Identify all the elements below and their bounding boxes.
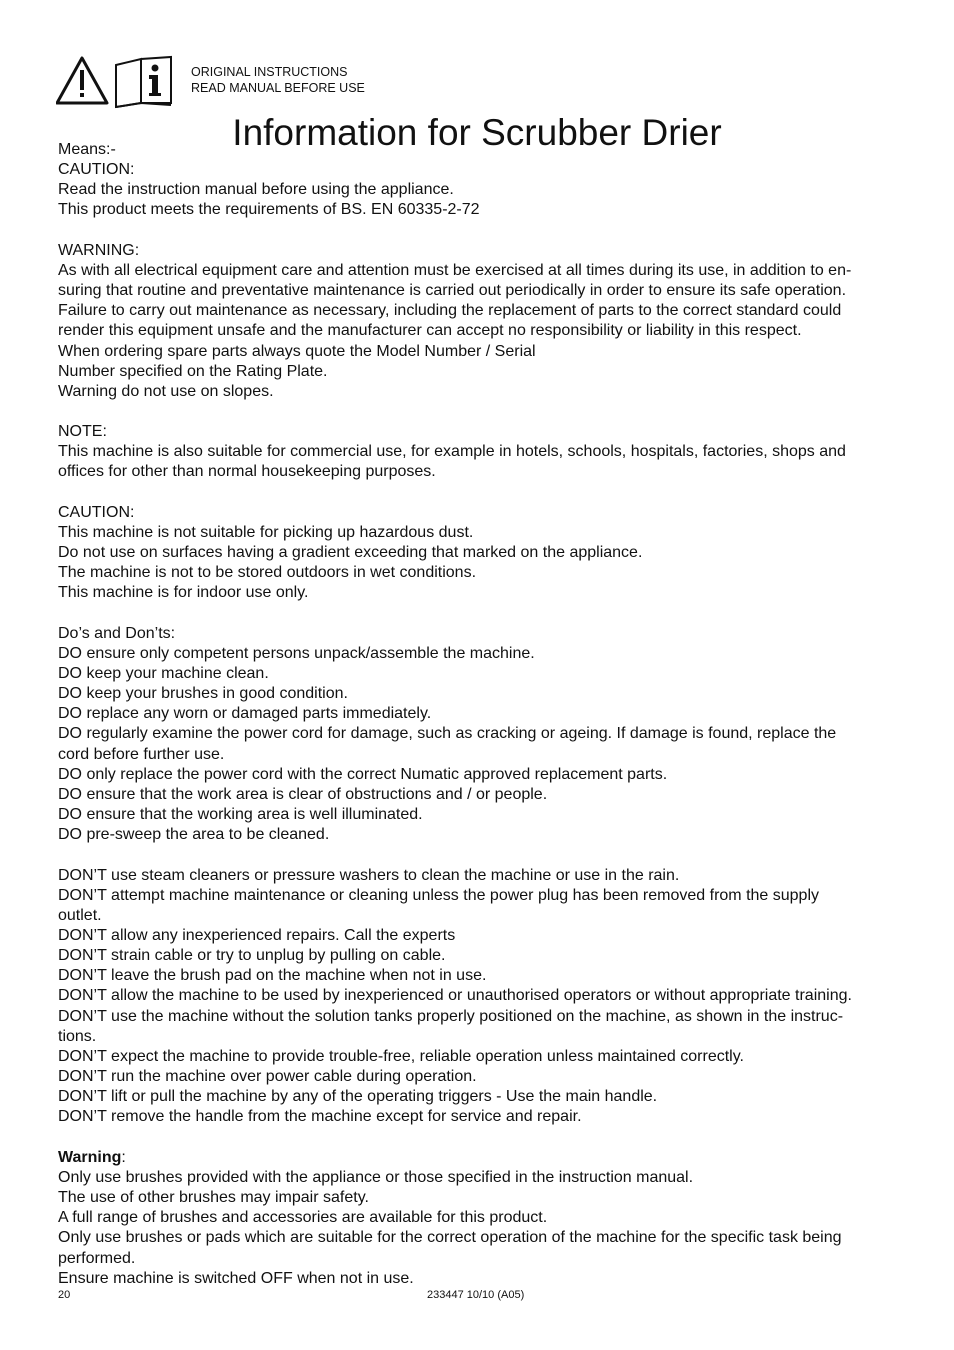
note-line: offices for other than normal housekeeping purposes.: [58, 463, 436, 481]
dos-donts-heading: Do’s and Don’ts:: [58, 624, 176, 642]
original-instructions-notice: [191, 64, 365, 96]
caution-line: This product meets the requirements of BS. EN 60335-2-72: [58, 201, 480, 219]
dont-item: DON’T use the machine without the solution tanks properly positioned on the machine, as shown in the instruc-: [58, 1007, 844, 1025]
do-item: DO keep your machine clean.: [58, 665, 269, 682]
note-heading: NOTE:: [58, 423, 107, 441]
do-item: cord before further use.: [58, 745, 225, 763]
do-item: DO regularly examine the power cord for damage, such as cracking or ageing. If damage is found, replace the: [58, 725, 837, 743]
caution-line: This machine is not suitable for picking up hazardous dust.: [58, 523, 474, 541]
dont-item: outlet.: [58, 906, 102, 924]
caution-line: The machine is not to be stored outdoors in wet conditions.: [58, 564, 477, 582]
warning-and-manual-icons: [56, 55, 174, 109]
caution-line: Do not use on surfaces having a gradient exceeding that marked on the appliance.: [58, 544, 643, 562]
dont-item: tions.: [58, 1027, 97, 1045]
warning-heading: [58, 1148, 898, 1168]
dont-item: DON’T strain cable or try to unplug by pulling on cable.: [58, 947, 446, 965]
warning-line: The use of other brushes may impair safety.: [58, 1189, 369, 1207]
means-label: Means:-: [58, 141, 116, 158]
warning-line: suring that routine and preventative maintenance is carried out periodically in order to ensure its safe operation.: [58, 282, 847, 300]
dont-item: DON’T allow any inexperienced repairs. Call the experts: [58, 927, 456, 945]
warning-line: Warning do not use on slopes.: [58, 382, 274, 400]
document-reference: 233447 10/10 (A05): [427, 1289, 525, 1301]
dont-item: DON’T run the machine over power cable during operation.: [58, 1068, 477, 1086]
warning-line: As with all electrical equipment care and attention must be exercised at all times during its use, in addition to en-: [58, 261, 852, 279]
do-item: DO ensure only competent persons unpack/assemble the machine.: [58, 644, 535, 662]
dont-item: DON’T attempt machine maintenance or cleaning unless the power plug has been removed from the supply: [58, 886, 820, 904]
note-line: This machine is also suitable for commercial use, for example in hotels, schools, hospitals, factories, shops and: [58, 443, 846, 461]
warning-line: Only use brushes provided with the appliance or those specified in the instruction manual.: [58, 1168, 694, 1186]
page-number: 20: [58, 1289, 71, 1301]
read-manual-icon: [116, 57, 171, 107]
do-item: DO keep your brushes in good condition.: [58, 685, 348, 703]
dont-item: DON’T remove the handle from the machine except for service and repair.: [58, 1108, 582, 1126]
dont-item: DON’T use steam cleaners or pressure washers to clean the machine or use in the rain.: [58, 866, 680, 884]
dont-item: DON’T expect the machine to provide trouble-free, reliable operation unless maintained correctly.: [58, 1047, 744, 1065]
caution-line: Read the instruction manual before using the appliance.: [58, 181, 454, 199]
caution-heading: CAUTION:: [58, 503, 135, 521]
dont-item: DON’T lift or pull the machine by any of the operating triggers - Use the main handle.: [58, 1088, 658, 1106]
warning-colon: :: [121, 1148, 126, 1166]
page-title: Information for Scrubber Drier: [232, 112, 722, 153]
warning-bold-label: Warning: [58, 1148, 122, 1166]
warning-line: performed.: [58, 1249, 136, 1267]
do-item: DO replace any worn or damaged parts immediately.: [58, 705, 432, 723]
do-item: DO ensure that the working area is well illuminated.: [58, 806, 423, 824]
notice-line-2: READ MANUAL BEFORE USE: [191, 81, 365, 95]
caution-heading: CAUTION:: [58, 161, 135, 179]
warning-line: Ensure machine is switched OFF when not in use.: [58, 1269, 414, 1287]
warning-line: When ordering spare parts always quote the Model Number / Serial: [58, 342, 536, 360]
caution-line: This machine is for indoor use only.: [58, 584, 309, 602]
dont-item: DON’T allow the machine to be used by inexperienced or unauthorised operators or without appropriate training.: [58, 987, 852, 1005]
do-item: DO ensure that the work area is clear of obstructions and / or people.: [58, 785, 548, 803]
warning-heading: WARNING:: [58, 241, 140, 259]
do-item: DO pre-sweep the area to be cleaned.: [58, 826, 330, 844]
dont-item: DON’T leave the brush pad on the machine when not in use.: [58, 967, 487, 985]
document-body: [58, 140, 898, 1289]
do-item: DO only replace the power cord with the correct Numatic approved replacement parts.: [58, 765, 668, 783]
warning-line: Failure to carry out maintenance as necessary, including the replacement of parts to the correct standard could: [58, 302, 842, 320]
warning-line: A full range of brushes and accessories are available for this product.: [58, 1209, 548, 1227]
warning-line: Only use brushes or pads which are suitable for the correct operation of the machine for the specific task being: [58, 1229, 842, 1247]
warning-line: Number specified on the Rating Plate.: [58, 362, 328, 380]
notice-line-1: ORIGINAL INSTRUCTIONS: [191, 65, 348, 79]
warning-triangle-icon: [57, 58, 107, 103]
warning-line: render this equipment unsafe and the manufacturer can accept no responsibility or liability in this respect.: [58, 322, 802, 340]
